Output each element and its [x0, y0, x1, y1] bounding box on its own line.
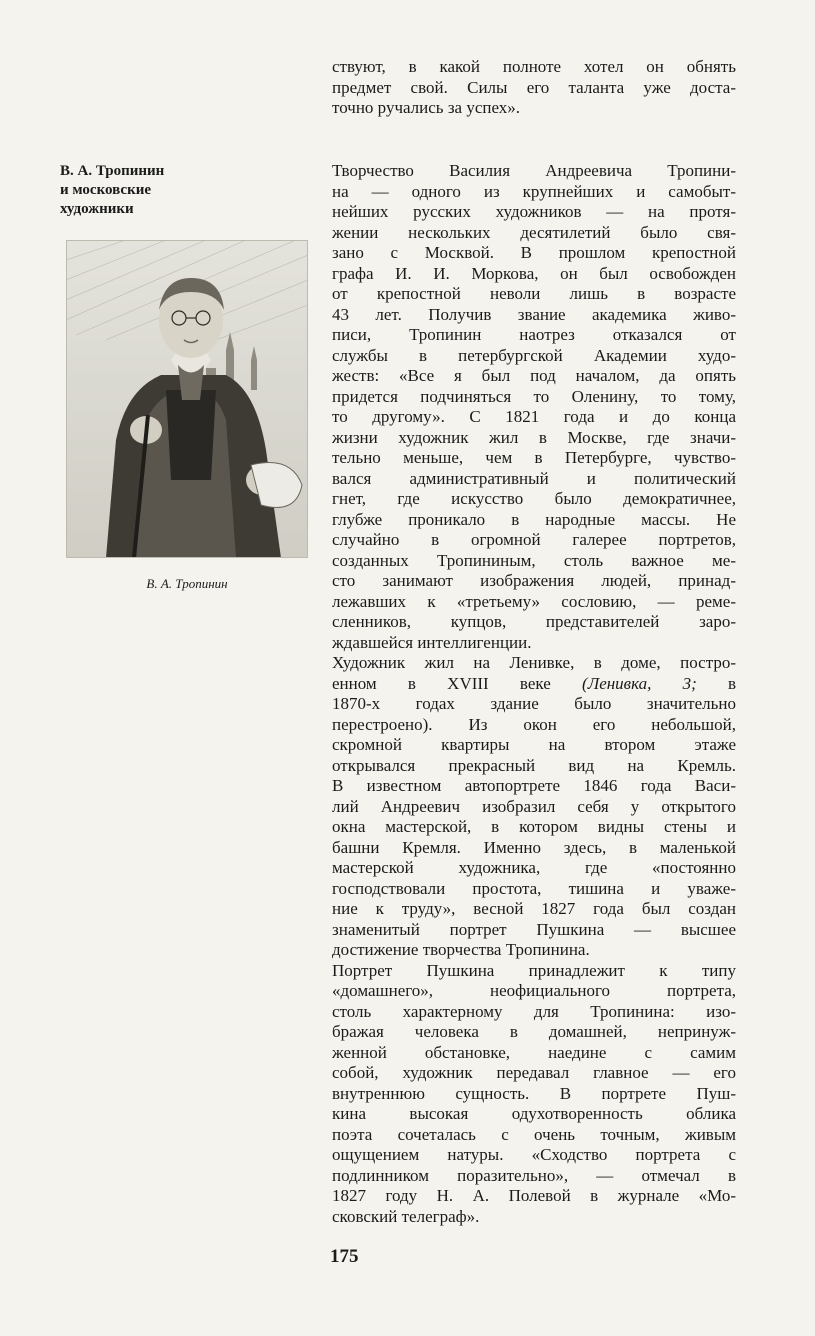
- text-line: 1827 году Н. А. Полевой в журнале «Мо-: [332, 1186, 736, 1205]
- text-line: жизни художник жил в Москве, где значи-: [332, 427, 736, 447]
- text-line: сковский телеграф».: [332, 1206, 480, 1226]
- text-line: зано с Москвой. В прошлом крепостной: [332, 243, 736, 262]
- text-line: лежавших к «третьему» сословию, — реме-: [332, 591, 736, 611]
- text-line: подлинником поразительно», — отмечал в: [332, 1165, 736, 1185]
- text-line: собой, художник передавал главное — его: [332, 1063, 736, 1082]
- text-line: Художник жил на Ленивке, в доме, постро-: [332, 653, 736, 672]
- portrait-image: [66, 240, 308, 558]
- section-title-line: художники: [60, 201, 134, 217]
- text-line: ние к труду», весной 1827 года был создан: [332, 899, 736, 918]
- text-line: на — одного из крупнейших и самобыт-: [332, 181, 736, 201]
- text-line: тельно меньше, чем в Петербурге, чувство-: [332, 448, 736, 467]
- address-italic: (Ленивка, 3;: [582, 673, 697, 693]
- text-line: нейших русских художников — на протя-: [332, 202, 736, 221]
- article-body: [332, 161, 736, 1227]
- text-line: случайно в огромной галерее портретов,: [332, 530, 736, 549]
- section-title: [60, 162, 260, 219]
- text-line: то другому». С 1821 года и до конца: [332, 407, 736, 426]
- text-line: мастерской художника, где «постоянно: [332, 858, 736, 877]
- text-line: лий Андреевич изобразил себя у открытого: [332, 796, 736, 816]
- text-line: перестроено). Из окон его небольшой,: [332, 714, 736, 734]
- text-line: предмет свой. Силы его таланта уже доста-: [332, 77, 736, 97]
- text-line: жении нескольких десятилетий было свя-: [332, 222, 736, 242]
- text-line: глубже проникало в народные массы. Не: [332, 509, 736, 529]
- text-line: жеств: «Все я был под началом, да опять: [332, 366, 736, 385]
- text-line: ощущением натуры. «Сходство портрета с: [332, 1145, 736, 1164]
- text-line: сто занимают изображения людей, принад-: [332, 571, 736, 590]
- text-line: [332, 674, 736, 695]
- text-line: 43 лет. Получив звание академика живо-: [332, 304, 736, 324]
- text-line: женной обстановке, наедине с самим: [332, 1042, 736, 1062]
- text-line: придется подчиняться то Оленину, то тому,: [332, 386, 736, 406]
- text-line: господствовали простота, тишина и уваже-: [332, 878, 736, 898]
- text-line: В известном автопортрете 1846 года Васи-: [332, 776, 736, 795]
- text-line: ждавшейся интеллигенции.: [332, 632, 532, 652]
- text-run: в: [727, 673, 736, 693]
- text-line: кина высокая одухотворенность облика: [332, 1104, 736, 1123]
- text-line: Портрет Пушкина принадлежит к типу: [332, 960, 736, 980]
- text-line: графа И. И. Моркова, он был освобожден: [332, 263, 736, 283]
- text-line: созданных Тропининым, столь важное ме-: [332, 550, 736, 570]
- text-line: вался административный и политический: [332, 468, 736, 488]
- image-caption: В. А. Тропинин: [146, 576, 228, 591]
- intro-text: [332, 57, 736, 119]
- text-line: от крепостной неволи лишь в возрасте: [332, 284, 736, 303]
- text-line: точно ручались за успех».: [332, 98, 521, 117]
- text-line: сленников, купцов, представителей заро-: [332, 612, 736, 631]
- section-title-line: и московские: [60, 182, 152, 198]
- text-line: башни Кремля. Именно здесь, в маленькой: [332, 837, 736, 857]
- text-line: поэта сочеталась с очень точным, живым: [332, 1124, 736, 1144]
- text-line: ствуют, в какой полноте хотел он обнять: [332, 57, 736, 76]
- section-title-line: В. А. Тропинин: [60, 163, 165, 179]
- text-line: достижение творчества Тропинина.: [332, 940, 590, 959]
- text-line: «домашнего», неофициального портрета,: [332, 981, 736, 1000]
- text-line: гнет, где искусство было демократичнее,: [332, 489, 736, 508]
- text-line: Творчество Василия Андреевича Тропини-: [332, 161, 736, 180]
- page-number: 175: [330, 1246, 359, 1267]
- text-line: знаменитый портрет Пушкина — высшее: [332, 919, 736, 939]
- portrait-illustration: [66, 240, 308, 558]
- text-line: внутреннюю сущность. В портрете Пуш-: [332, 1083, 736, 1103]
- text-line: бражая человека в домашней, непринуж-: [332, 1022, 736, 1041]
- text-line: 1870-х годах здание было значительно: [332, 694, 736, 713]
- text-line: открывался прекрасный вид на Кремль.: [332, 755, 736, 775]
- text-line: службы в петербургской Академии худо-: [332, 345, 736, 365]
- text-line: писи, Тропинин наотрез отказался от: [332, 325, 736, 344]
- text-line: скромной квартиры на втором этаже: [332, 735, 736, 754]
- text-line: окна мастерской, в котором видны стены и: [332, 817, 736, 836]
- text-line: столь характерному для Тропинина: изо-: [332, 1001, 736, 1021]
- text-run: енном в XVIII веке: [332, 673, 551, 693]
